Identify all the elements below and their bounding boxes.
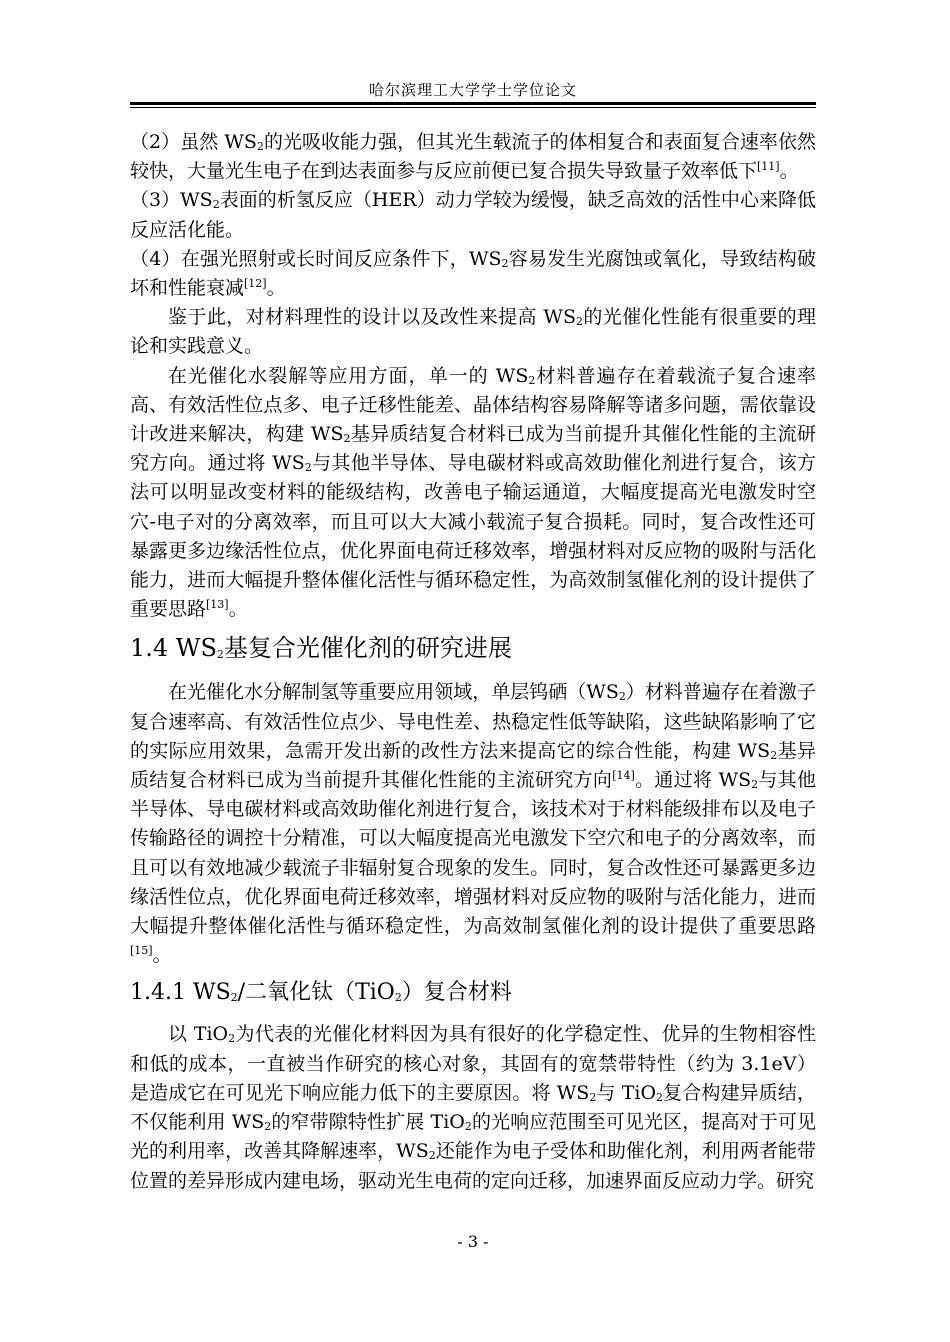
paragraph-intro: 在光催化水裂解等应用方面，单一的 $WS_2$材料普遍存在着载流子复合速率高、有效活性位点多、电子迁移性能差、晶体结构容易降解等诸多问题，需依靠设计改进来解决，构建 $WS_2$基异质结复合材料已成为当前提升其催化性能的主流研究方向。通过将 $WS_2$与其他半导体、导电碳材料或高效助催化剂进行复合，该方法可以明显改变材料的能级结构，改善电子输运通道，大幅度提高光电激发时空穴-电子对的分离效率，而且可以大大减小载流子复合损耗。同时，复合改性还可暴露更多边缘活性位点，优化界面电荷迁移效率，增强材料对反应物的吸附与活化能力，进而大幅提升整体催化活性与循环稳定性，为高效制氢催化剂的设计提供了重要思路[13]。: [130, 364, 816, 621]
section-heading-1-4: 1.4 $WS_2$基复合光催化剂的研究进展: [130, 634, 512, 663]
paragraph-section-1-4: 在光催化水分解制氢等重要应用领域，单层钨硒$(WS_2)$材料普遍存在着激子复合速率高、有效活性位点少、导电性差、热稳定性低等缺陷，这些缺陷影响了它的实际应用效果，急需开发出新的改性方法来提高它的综合性能，构建 $WS_2$基异质结复合材料已成为当前提升其催化性能的主流研究方向[14]。通过将 $WS_2$与其他半导体、导电碳材料或高效助催化剂进行复合，该技术对于材料能级排布以及电子传输路径的调控十分精准，可以大幅度提高光电激发下空穴和电子的分离效率，而且可以有效地减少载流子非辐射复合现象的发生。同时，复合改性还可暴露更多边缘活性位点，优化界面电荷迁移效率，增强材料对反应物的吸附与活化能力，进而大幅提升整体催化活性与循环稳定性，为高效制氢催化剂的设计提供了重要思路[15]。: [130, 681, 816, 967]
paragraph-section-1-4-1: 以 TiO$_2$为代表的光催化材料因为具有很好的化学稳定性、优异的生物相容性和低的成本，一直被当作研究的核心对象，其固有的宽禁带特性（约为 3.1eV）是造成它在可见光下响应能力低下的主要原因。将 $WS_2$与 TiO$_2$复合构建异质结，不仅能利用 $WS_2$的窄带隙特性扩展 TiO$_2$的光响应范围至可见光区，提高对于可见光的利用率，改善其降解速率，$WS_2$还能作为电子受体和助催化剂，利用两者能带位置的差异形成内建电场，驱动光生电荷的定向迁移，加速界面反应动力学。研究: [130, 1023, 816, 1192]
body-text: [130, 128, 816, 1196]
page-number: - 3 -: [457, 1232, 489, 1251]
subsection-heading-1-4-1: 1.4.1 $WS_2/$二氧化钛（TiO$_2$）复合材料: [130, 980, 512, 1006]
running-header: 哈尔滨理工大学学士学位论文: [368, 81, 577, 99]
list-item-3: $(3)WS_2$表面的析氢反应（HER）动力学较为缓慢，缺乏高效的活性中心来降低反应活化能。: [130, 189, 817, 241]
list-item-2: （2）虽然 $WS_2$的光吸收能力强，但其光生载流子的体相复合和表面复合速率依然较快，大量光生电子在到达表面参与反应前便已复合损失导致量子效率低下[11]。: [130, 131, 816, 183]
header-rule-thick: [130, 102, 816, 105]
paragraph-conclusion: 鉴于此，对材料理性的设计以及改性来提高 $WS_2$的光催化性能有很重要的理论和实践意义。: [130, 306, 816, 358]
list-item-4: （4）在强光照射或长时间反应条件下，$WS_2$容易发生光腐蚀或氧化，导致结构破坏和性能衰减[12]。: [130, 247, 816, 300]
header-rule-thin: [130, 107, 816, 108]
